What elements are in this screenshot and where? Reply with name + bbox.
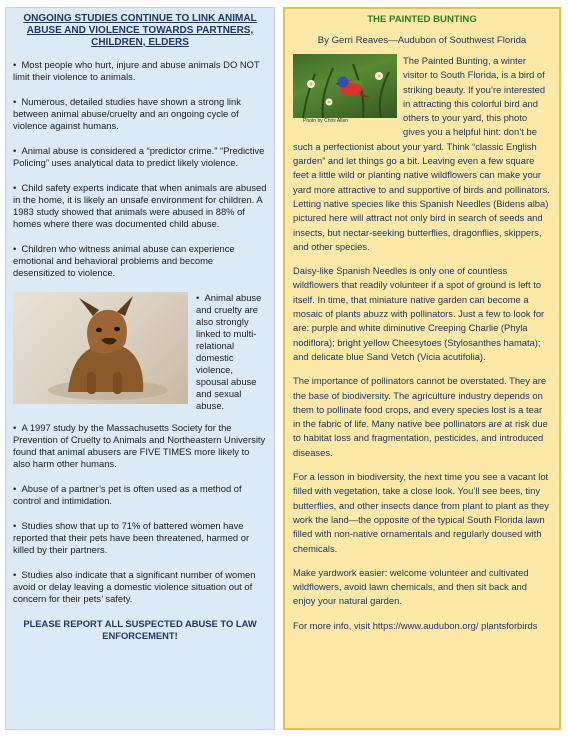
animal-abuse-heading: ONGOING STUDIES CONTINUE TO LINK ANIMAL ABUSE AND VIOLENCE TOWARDS PARTNERS, CHILDREN, ELDERS <box>23 13 257 48</box>
painted-bunting-heading: THE PAINTED BUNTING <box>367 14 477 25</box>
puppy-photo <box>13 292 188 404</box>
intro-text: The Painted Bunting, a winter visitor to South Florida, is a bird of striking beauty. If you’re interested in attracting this colorful bird and others to your yard, this photo gives you a helpful hint: don’t be such a perfectionist about your yard. Think “classic English garden” and let things go a bit. Leaving even a few square feet a little wild or planting native wildflowers can make your yard more attractive to and supportive of birds and pollinators. Letting native species like this Spanish Needles (Bidens alba) pictured here will attract not only bird in search of seeds and insects, but nectar-seeking butterflies, dragonflies, skippers, and other species. <box>293 55 550 252</box>
bullet-item: • Abuse of a partner’s pet is often used as a method of control and intimidation. <box>13 483 267 507</box>
painted-bunting-column <box>283 7 561 730</box>
bullet-item: • Animal abuse is considered a “predictor crime.” “Predictive Policing” uses analytical data to predict likely violence. <box>13 145 267 169</box>
article-paragraph: For a lesson in biodiversity, the next time you see a vacant lot filled with vegetation, take a close look. You’ll see bees, tiny butterflies, and other insects dance from plant to plant as they work the land—the opposite of the typical South Florida lawn filled with non-native ornamentals and regularly doused with chemicals. <box>293 471 549 554</box>
painted-bunting-photo <box>293 54 397 118</box>
article-paragraph-intro <box>293 54 551 254</box>
report-abuse-callout: PLEASE REPORT ALL SUSPECTED ABUSE TO LAW ENFORCEMENT! <box>23 618 257 641</box>
more-info-paragraph: For more info, visit https://www.audubon.org/ plantsforbirds <box>293 619 538 631</box>
byline: By Gerri Reaves—Audubon of Southwest Florida <box>317 35 527 46</box>
bullet-item: • A 1997 study by the Massachusetts Society for the Prevention of Cruelty to Animals and Northeastern University found that animal abusers are FIVE TIMES more likely to also harm other humans. <box>13 422 267 470</box>
animal-abuse-column <box>5 7 275 730</box>
article-paragraph: Make yardwork easier: welcome volunteer and cultivated wildflowers, avoid lawn chemicals, and then sit back and enjoy your natural garden. <box>293 566 529 607</box>
bullet-item: • Animal abuse and cruelty are also strongly linked to multi-relational domestic violence, spousal abuse and sexual abuse. <box>13 292 267 412</box>
bullet-item: • Children who witness animal abuse can experience emotional and behavioral problems and become desensitized to violence. <box>13 243 267 279</box>
image-with-bullet <box>13 292 267 412</box>
bullet-item: • Numerous, detailed studies have shown a strong link between animal abuse/cruelty and an ongoing cycle of violence against humans. <box>13 96 267 132</box>
bird-figure <box>293 54 397 125</box>
bullet-item: • Child safety experts indicate that when animals are abused in the home, it is likely an unsafe environment for children. A 1983 study showed that animals were abused in 88% of homes where there was documented child abuse. <box>13 182 267 230</box>
bullet-item: • Studies show that up to 71% of battered women have reported that their pets have been threatened, harmed or killed by their partners. <box>13 520 267 556</box>
article-paragraph: The importance of pollinators cannot be overstated. They are the base of biodiversity. The agriculture industry depends on them to pollinate food crops, and every species lost is a tear in the fabric of life. Many native bee pollinators are at risk due to habitat loss and fragmentation, pesticides, and introduced diseases. <box>293 375 548 458</box>
bullet-item: • Most people who hurt, injure and abuse animals DO NOT limit their violence to animals. <box>13 59 267 83</box>
article-paragraph: Daisy-like Spanish Needles is only one of countless wildflowers that readily volunteer if a spot of ground is left to itself. In time, that miniature native garden can become a mosaic of plants abuzz with pollinators. Just a few to look for are: purple and white diminutive Creeping Charlie (Phyla nodiflora); bright yellow Cheesytoes (Stylosanthes hamata); and delicate blue Sand Vetch (Vicia acutifolia). <box>293 265 545 362</box>
photo-credit: Photo by Chris Allen <box>303 118 349 124</box>
bullet-item: • Studies also indicate that a significant number of women avoid or delay leaving a domestic violence situation out of concern for their pets’ safety. <box>13 569 267 605</box>
